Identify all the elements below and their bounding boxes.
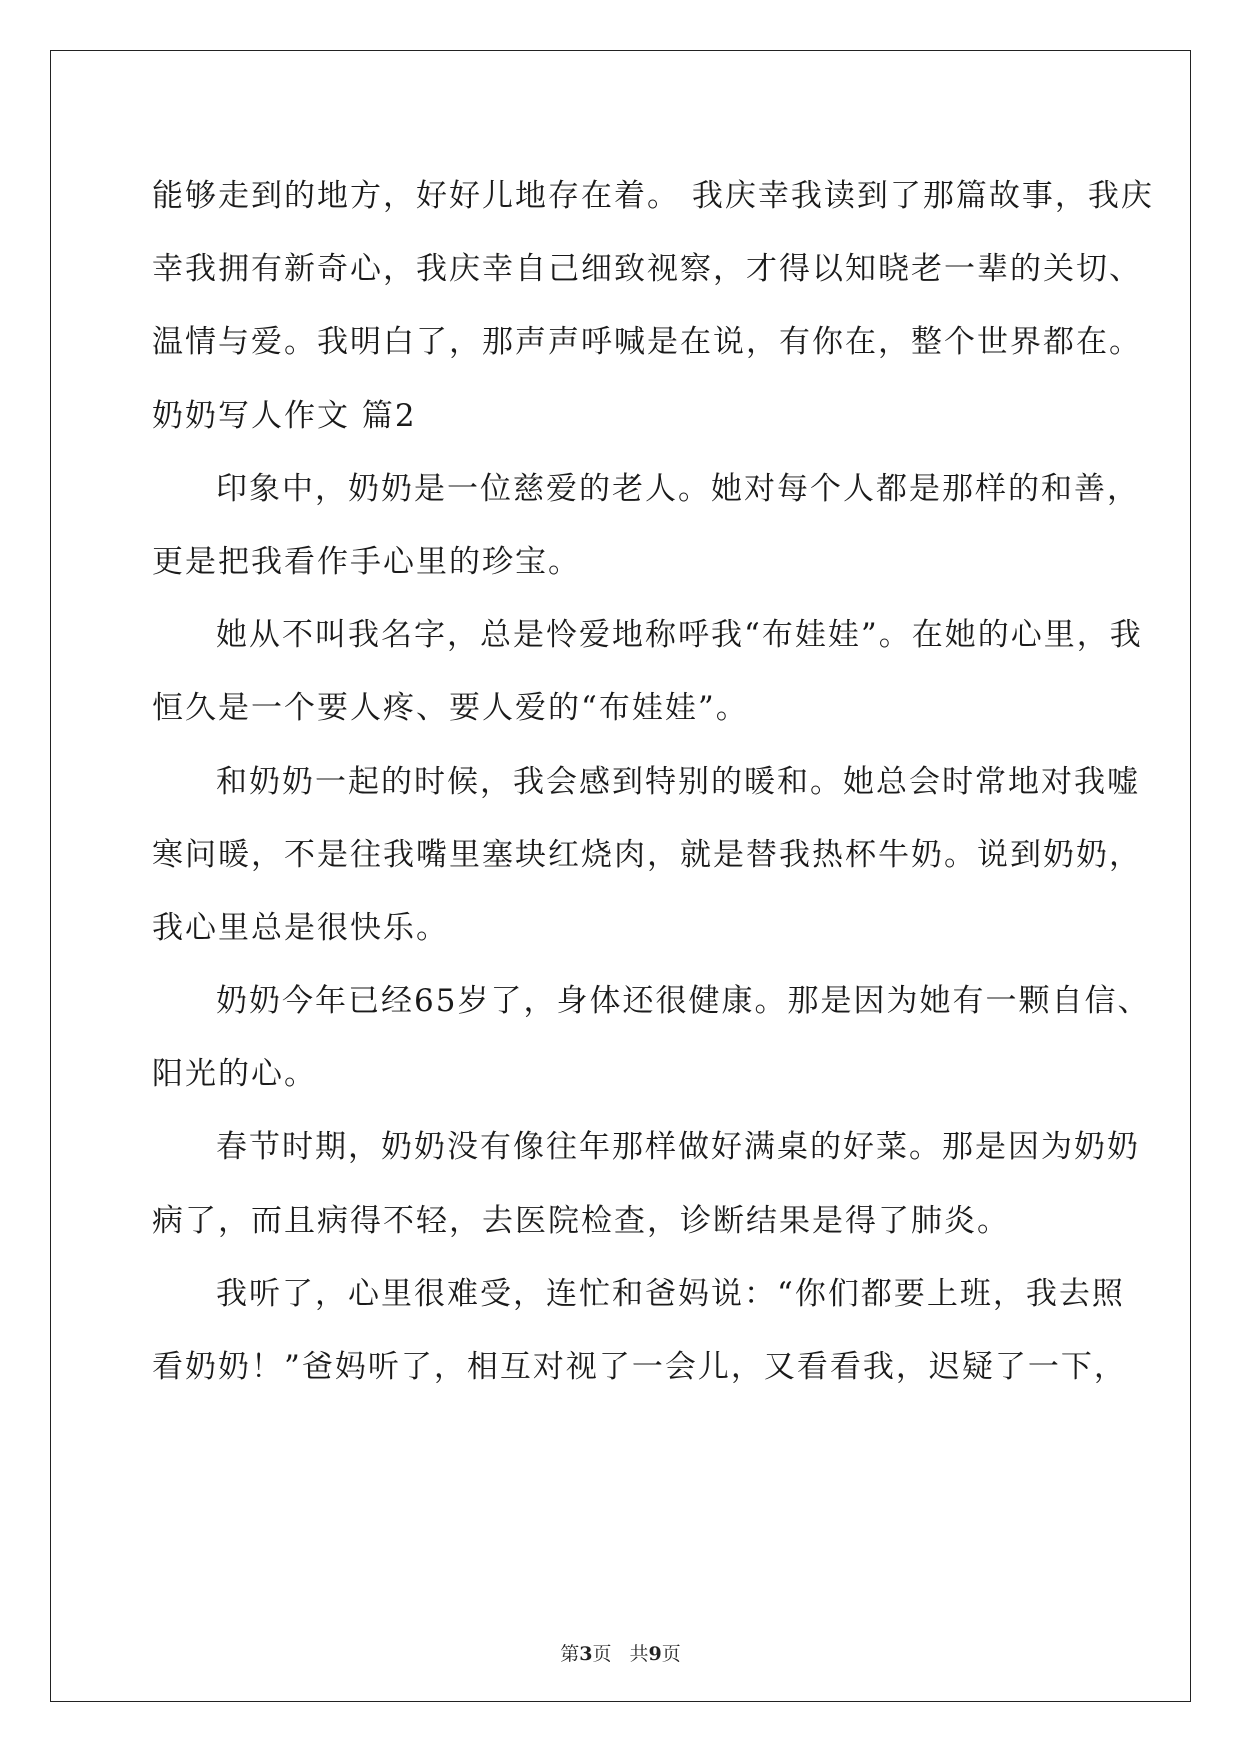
- paragraph-first-line: 和奶奶一起的时候，我会感到特别的暖和。她总会时常地对我嘘: [216, 763, 1140, 800]
- text-line: 阳光的心。: [152, 1056, 317, 1093]
- document-body: [152, 160, 1154, 1404]
- page-number-footer: [0, 1639, 1241, 1666]
- total-page-count: 9: [648, 1643, 662, 1665]
- paragraph-first-line: 她从不叫我名字，总是怜爱地称呼我“布娃娃”。在她的心里，我: [216, 617, 1143, 654]
- text-line: 病了，而且病得不轻，去医院检查，诊断结果是得了肺炎。: [152, 1202, 1010, 1239]
- page-suffix: 页: [592, 1643, 612, 1665]
- text-line: 更是把我看作手心里的珍宝。: [152, 543, 581, 580]
- paragraph-first-line: 春节时期，奶奶没有像往年那样做好满桌的好菜。那是因为奶奶: [216, 1129, 1140, 1166]
- text-line: 温情与爱。我明白了，那声声呼喊是在说，有你在，整个世界都在。: [152, 324, 1142, 361]
- text-line: 看奶奶！”爸妈听了，相互对视了一会儿，又看看我，迟疑了一下，: [152, 1349, 1127, 1385]
- page-prefix: 第: [560, 1643, 580, 1665]
- paragraph-first-line: 我听了，心里很难受，连忙和爸妈说：“你们都要上班，我去照: [216, 1275, 1125, 1312]
- total-prefix: 共: [629, 1643, 649, 1665]
- paragraph-first-line: 印象中，奶奶是一位慈爱的老人。她对每个人都是那样的和善，: [216, 470, 1140, 507]
- text-line: 我心里总是很快乐。: [152, 909, 449, 946]
- text-line: 能够走到的地方，好好儿地存在着。 我庆幸我读到了那篇故事，我庆: [152, 178, 1154, 214]
- text-line: 幸我拥有新奇心，我庆幸自己细致视察，才得以知晓老一辈的关切、: [152, 251, 1142, 288]
- section-heading: 奶奶写人作文 篇2: [152, 397, 417, 434]
- total-suffix: 页: [661, 1643, 681, 1665]
- paragraph-first-line: 奶奶今年已经65岁了，身体还很健康。那是因为她有一颗自信、: [216, 983, 1151, 1020]
- current-page-number: 3: [579, 1643, 593, 1665]
- text-line: 寒问暖，不是往我嘴里塞块红烧肉，就是替我热杯牛奶。说到奶奶，: [152, 836, 1142, 873]
- text-line: 恒久是一个要人疼、要人爱的“布娃娃”。: [152, 690, 749, 727]
